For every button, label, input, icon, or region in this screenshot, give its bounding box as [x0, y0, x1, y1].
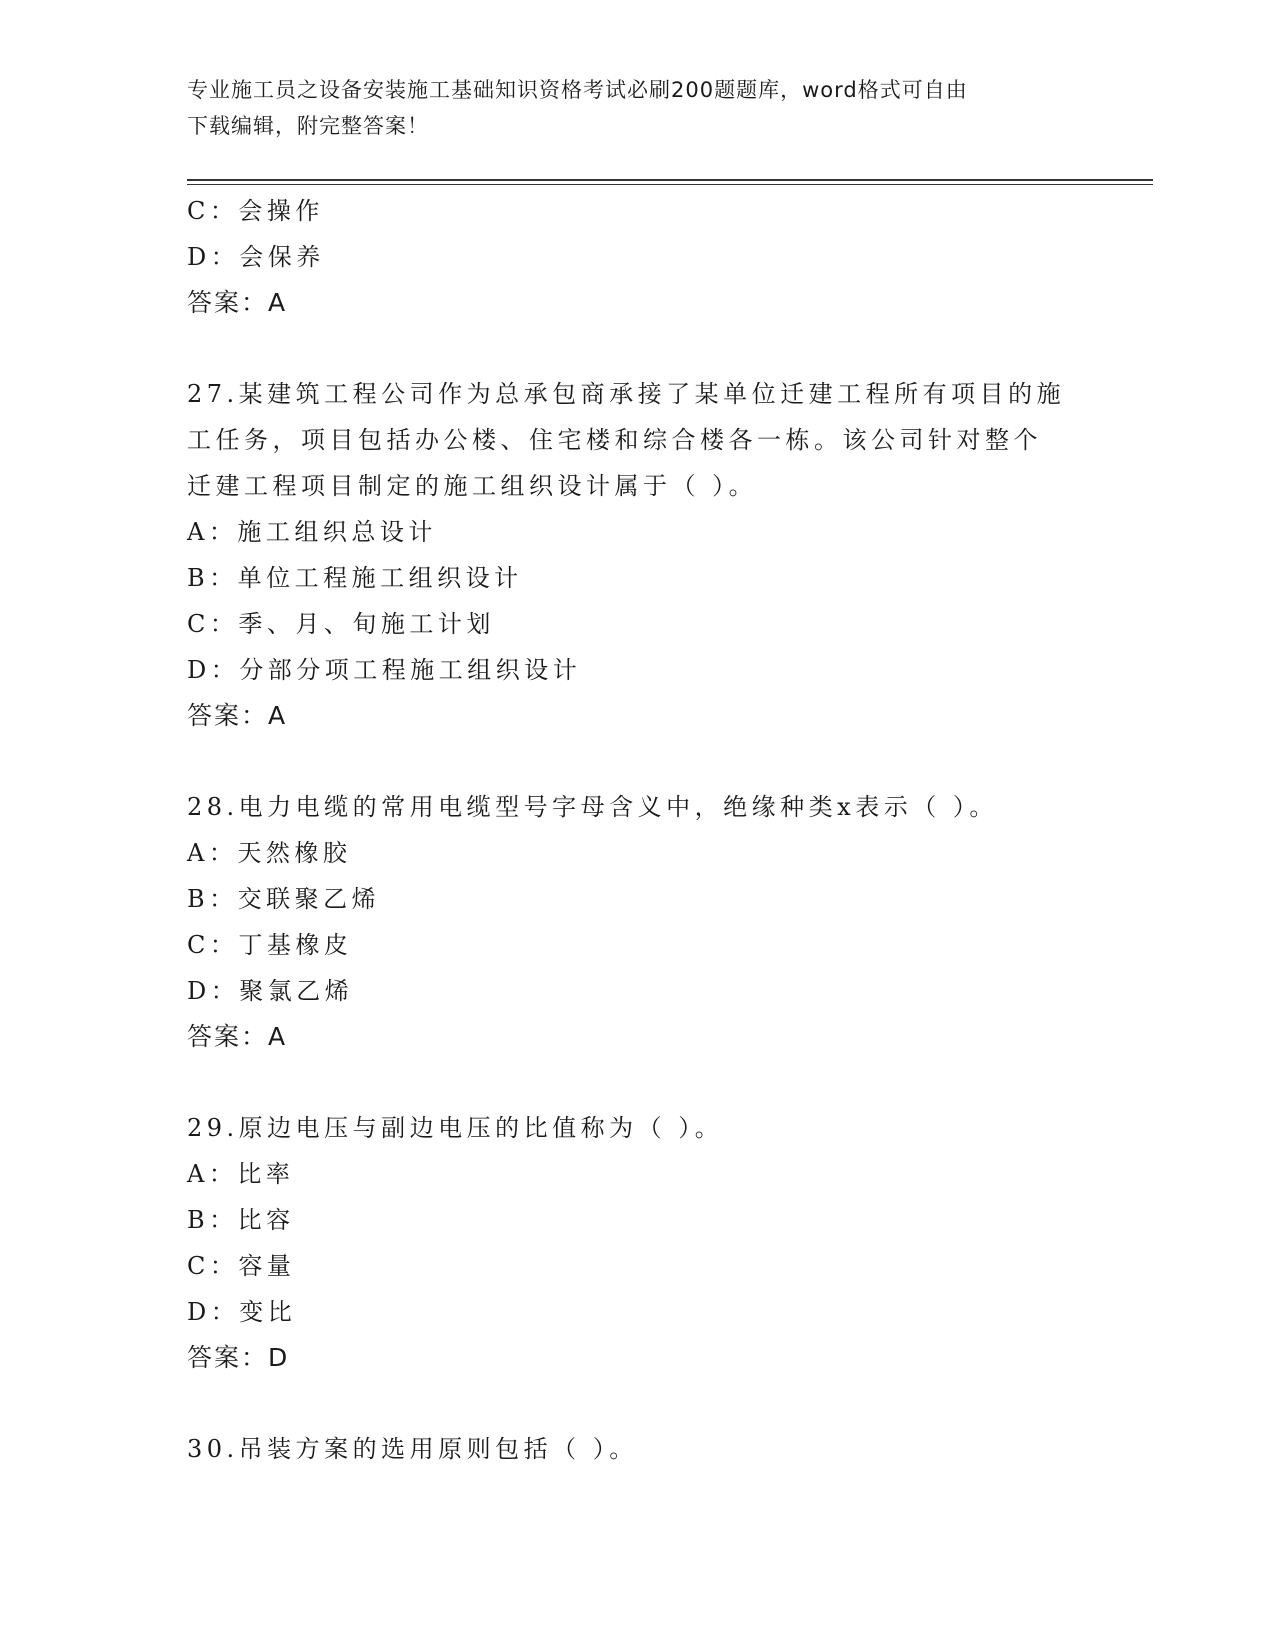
question-stem: 工任务，项目包括办公楼、住宅楼和综合楼各一栋。该公司针对整个 [187, 426, 1042, 454]
question-30 [187, 1426, 1087, 1472]
question-stem: 27.某建筑工程公司作为总承包商承接了某单位迁建工程所有项目的施 [187, 380, 1066, 408]
header-line-1: 专业施工员之设备安装施工基础知识资格考试必刷200题题库，word格式可自由 [187, 78, 968, 102]
option-c: C：丁基橡皮 [187, 931, 353, 959]
option-c: C：会操作 [187, 197, 324, 225]
answer: 答案：A [187, 288, 288, 317]
question-stem: 28.电力电缆的常用电缆型号字母含义中，绝缘种类x表示（ ）。 [187, 793, 998, 821]
option-b: B：比容 [187, 1206, 295, 1234]
option-d: D：聚氯乙烯 [187, 977, 354, 1005]
answer: 答案：D [187, 1343, 290, 1372]
option-b: B：交联聚乙烯 [187, 885, 381, 913]
option-d: D：变比 [187, 1298, 297, 1326]
answer: 答案：A [187, 1022, 288, 1051]
question-28 [187, 784, 1087, 1060]
spacer [187, 739, 1087, 784]
question-list [187, 188, 1087, 1472]
option-a: A：比率 [187, 1160, 295, 1188]
option-b: B：单位工程施工组织设计 [187, 564, 523, 592]
option-c: C：季、月、旬施工计划 [187, 610, 495, 638]
header-line-2: 下载编辑，附完整答案！ [187, 114, 429, 138]
question-stem: 29.原边电压与副边电压的比值称为（ ）。 [187, 1114, 724, 1142]
question-27 [187, 371, 1087, 739]
spacer [187, 326, 1087, 371]
option-a: A：施工组织总设计 [187, 518, 437, 546]
spacer [187, 1381, 1087, 1426]
option-c: C：容量 [187, 1252, 296, 1280]
question-26-tail [187, 188, 1087, 326]
answer: 答案：A [187, 701, 288, 730]
option-a: A：天然橡胶 [187, 839, 352, 867]
option-d: D：分部分项工程施工组织设计 [187, 656, 582, 684]
page-header [187, 72, 1067, 144]
option-d: D：会保养 [187, 243, 325, 271]
question-stem: 30.吊装方案的选用原则包括（ ）。 [187, 1435, 638, 1463]
header-divider-thin [187, 184, 1153, 185]
question-29 [187, 1105, 1087, 1381]
header-divider-thick [187, 179, 1153, 181]
spacer [187, 1060, 1087, 1105]
question-stem: 迁建工程项目制定的施工组织设计属于（ ）。 [187, 472, 758, 500]
